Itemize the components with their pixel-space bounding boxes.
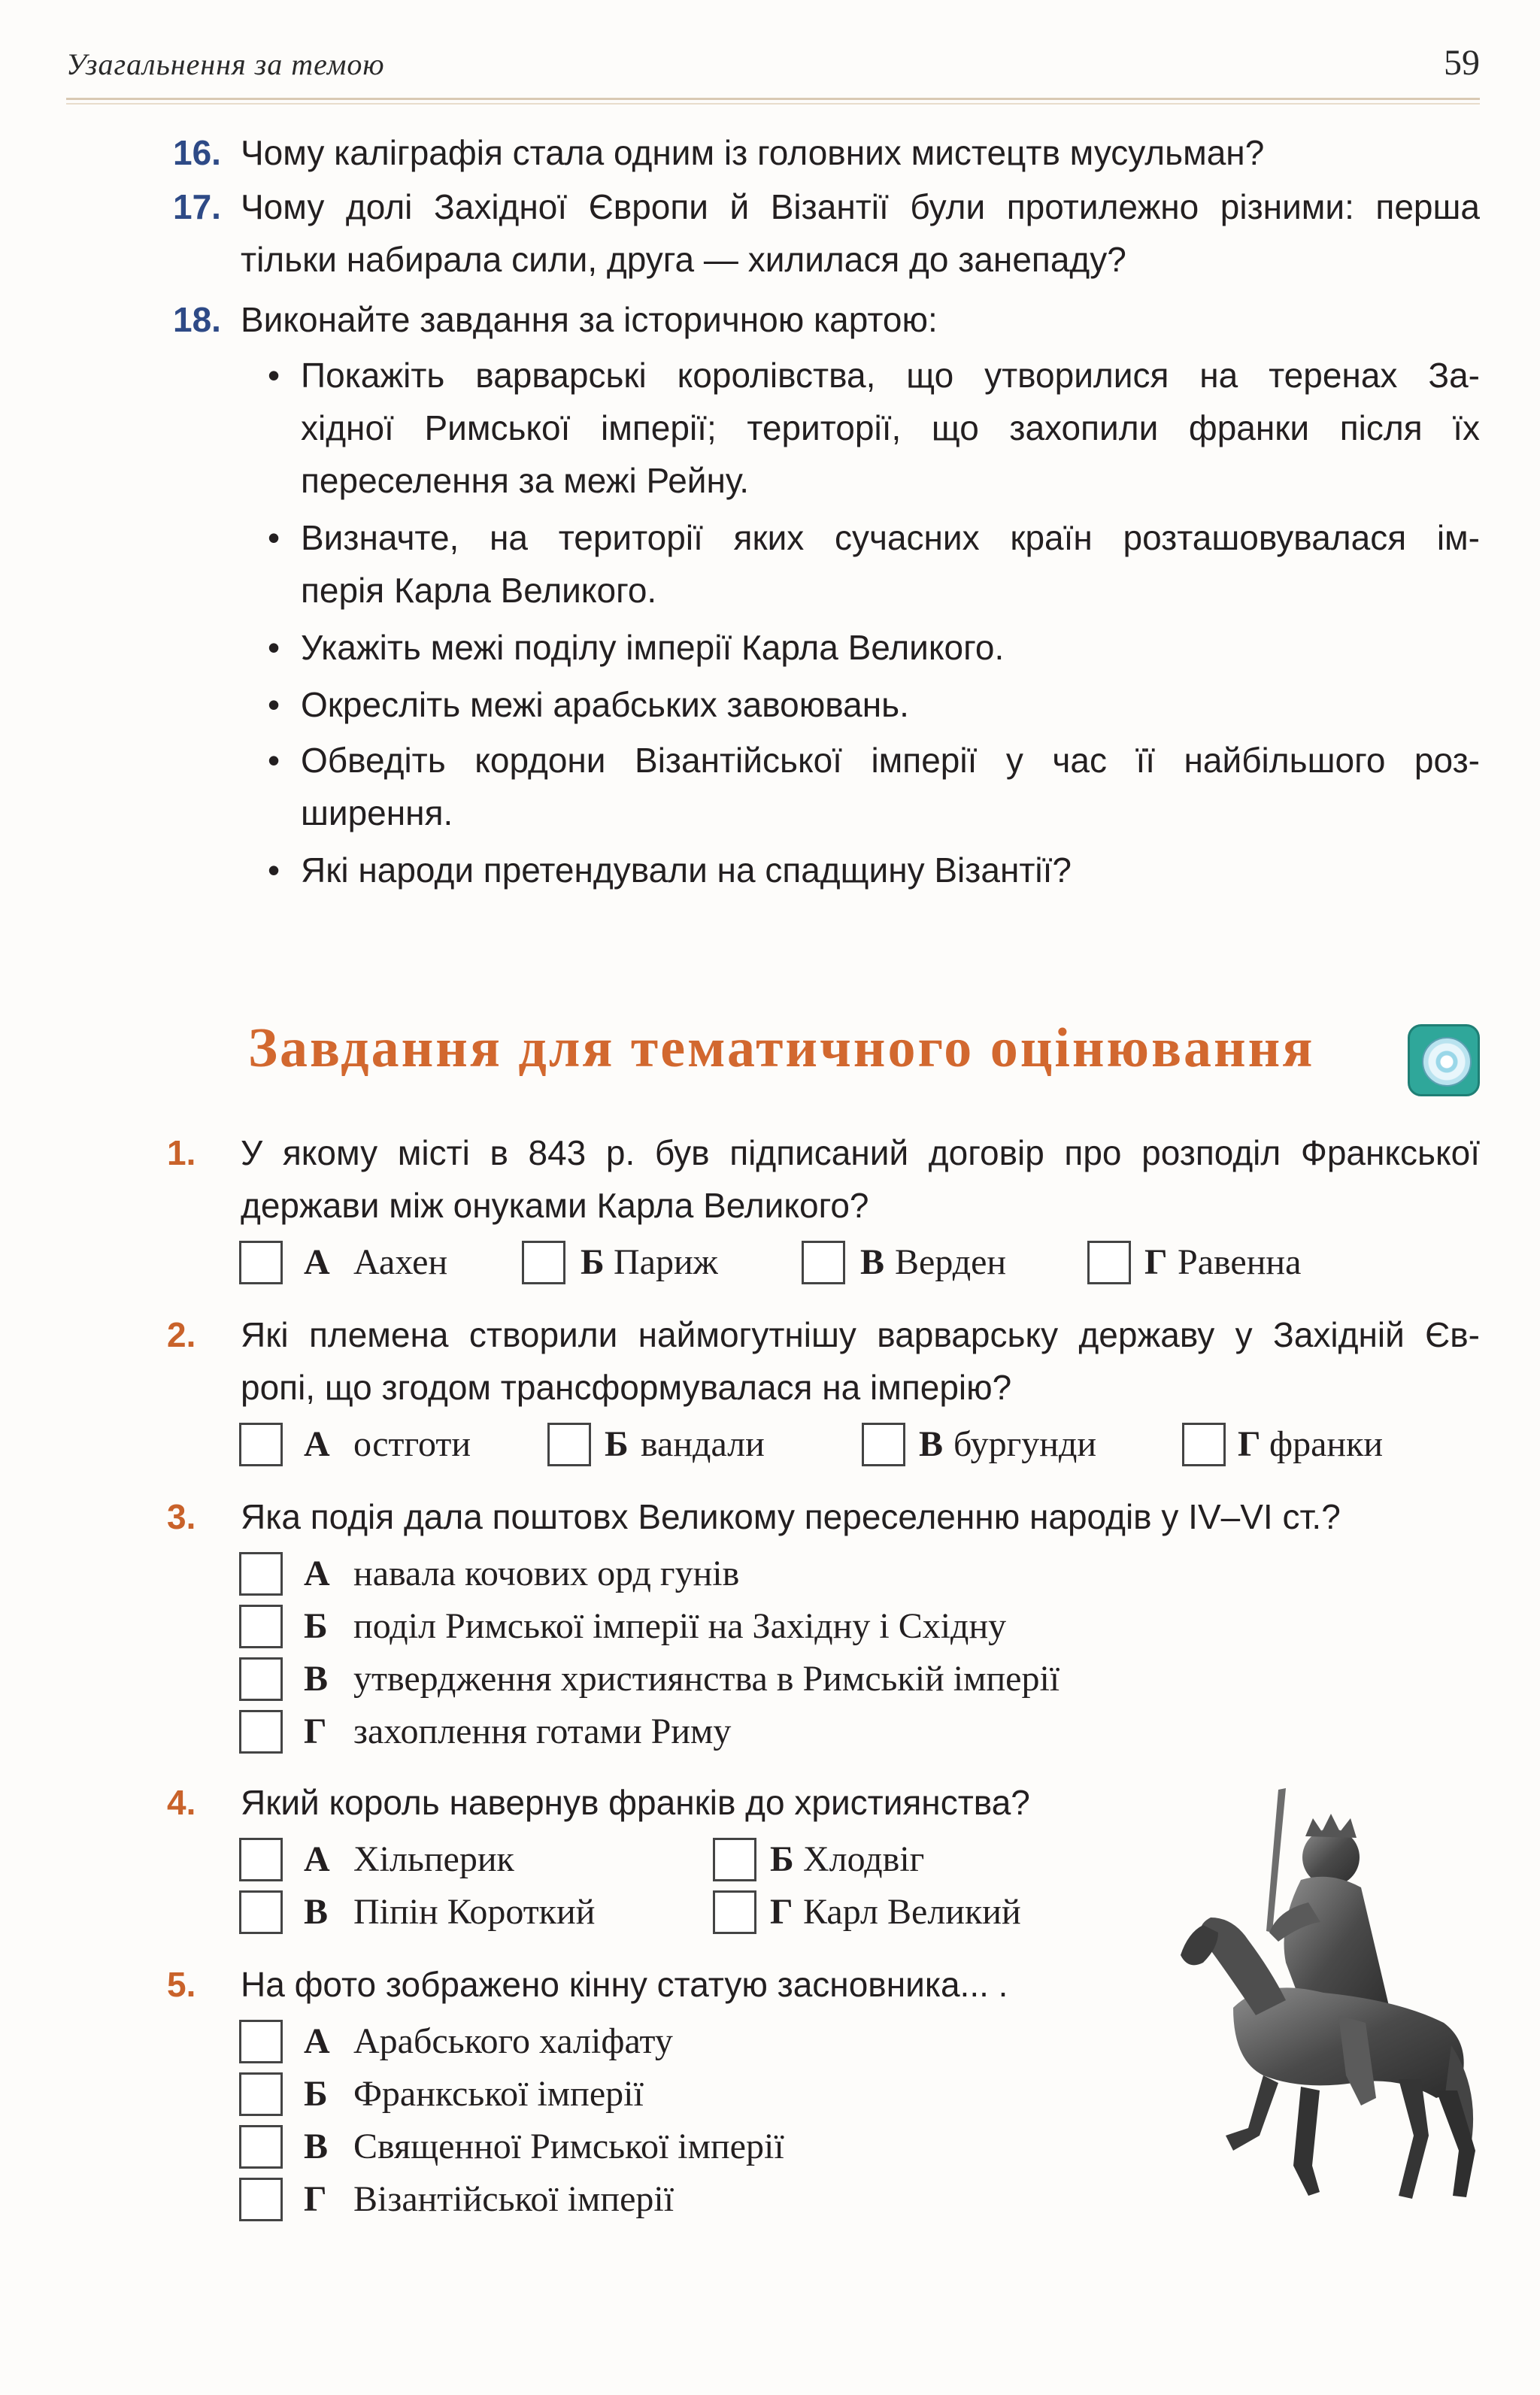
- question-number: 2.: [167, 1315, 196, 1354]
- bullet-item: • Покажіть варварські королівства, що утворилися на теренах За-: [301, 349, 1480, 402]
- answer-checkbox[interactable]: [522, 1241, 565, 1284]
- answer-checkbox[interactable]: [239, 1241, 283, 1284]
- question-text-line: ропі, що згодом трансформувалася на імперію?: [241, 1368, 1012, 1407]
- bullet-dot-icon: •: [268, 741, 280, 780]
- answer-option-a[interactable]: А остготи: [239, 1420, 525, 1469]
- equestrian-statue-image: [1173, 1775, 1489, 2211]
- answer-options: [0, 1420, 1540, 1469]
- bullet-item-cont: переселення за межі Рейну.: [301, 461, 750, 500]
- answer-checkbox[interactable]: [802, 1241, 845, 1284]
- header-rule: [66, 98, 1480, 100]
- answer-option-c[interactable]: В Священної Римської імперії: [239, 2122, 1141, 2172]
- answer-checkbox[interactable]: [239, 2125, 283, 2169]
- answer-checkbox[interactable]: [713, 1890, 756, 1934]
- answer-option-a[interactable]: А навала кочових орд гунів: [239, 1549, 1292, 1599]
- header-rule-secondary: [66, 103, 1480, 105]
- question-number: 1.: [167, 1133, 196, 1172]
- answer-checkbox[interactable]: [239, 2072, 283, 2116]
- section-title: Завдання для тематичного оцінювання: [248, 1017, 1315, 1079]
- answer-checkbox[interactable]: [239, 2178, 283, 2221]
- answer-option-a[interactable]: А Аахен: [239, 1238, 495, 1287]
- answer-option-d[interactable]: Г Візантійської імперії: [239, 2175, 1141, 2224]
- answer-checkbox[interactable]: [547, 1423, 591, 1466]
- question-text-line: Яка подія дала поштовх Великому переселенню народів у IV–VI ст.?: [241, 1497, 1341, 1536]
- answer-options: [0, 1238, 1540, 1287]
- answer-checkbox[interactable]: [239, 1838, 283, 1881]
- answer-checkbox[interactable]: [713, 1838, 756, 1881]
- question-text-line: Який король навернув франків до християнства?: [241, 1783, 1030, 1822]
- question-text-line: Які племена створили наймогутнішу варварську державу у Західній Єв-: [241, 1315, 1480, 1354]
- bullet-item-cont: перія Карла Великого.: [301, 571, 657, 610]
- answer-option-a[interactable]: А Арабського халіфату: [239, 2017, 1141, 2066]
- cd-disc-icon[interactable]: [1408, 1024, 1480, 1096]
- answer-checkbox[interactable]: [1087, 1241, 1131, 1284]
- bullet-dot-icon: •: [268, 850, 280, 890]
- answer-checkbox[interactable]: [239, 1657, 283, 1701]
- answer-checkbox[interactable]: [239, 1423, 283, 1466]
- answer-option-d[interactable]: Г Равенна: [1087, 1238, 1343, 1287]
- question-number: 3.: [167, 1497, 196, 1536]
- answer-option-b[interactable]: Б поділ Римської імперії на Західну і Східну: [239, 1602, 1292, 1651]
- answer-option-d[interactable]: Г Карл Великий: [713, 1887, 1134, 1937]
- answer-option-b[interactable]: Б вандали: [547, 1420, 833, 1469]
- answer-checkbox[interactable]: [239, 2020, 283, 2063]
- page-number: 59: [1444, 43, 1480, 83]
- question-text: Виконайте завдання за історичною картою:: [241, 300, 938, 339]
- bullet-item: • Укажіть межі поділу імперії Карла Великого.: [301, 621, 1480, 674]
- answer-option-a[interactable]: А Хільперик: [239, 1835, 690, 1884]
- answer-option-c[interactable]: В бургунди: [862, 1420, 1147, 1469]
- answer-checkbox[interactable]: [239, 1605, 283, 1648]
- question-text: Чому каліграфія стала одним із головних мистецтв мусульман?: [241, 133, 1265, 172]
- bullet-item: • Окресліть межі арабських завоювань.: [301, 678, 1480, 731]
- answer-option-c[interactable]: В Верден: [802, 1238, 1057, 1287]
- bullet-item-cont: ширення.: [301, 793, 453, 832]
- answer-option-d[interactable]: Г франки: [1182, 1420, 1468, 1469]
- question-number: 5.: [167, 1965, 196, 2004]
- bullet-dot-icon: •: [268, 518, 280, 557]
- answer-option-b[interactable]: Б Франкської імперії: [239, 2069, 1141, 2119]
- bullet-item: • Обведіть кордони Візантійської імперії у час її найбільшого роз-: [301, 734, 1480, 787]
- answer-option-d[interactable]: Г захоплення готами Риму: [239, 1707, 1292, 1757]
- answer-option-c[interactable]: В Піпін Короткий: [239, 1887, 690, 1937]
- answer-checkbox[interactable]: [862, 1423, 905, 1466]
- answer-option-c[interactable]: В утвердження християнства в Римській імперії: [239, 1654, 1292, 1704]
- disc-graphic: [1422, 1037, 1472, 1087]
- bullet-dot-icon: •: [268, 356, 280, 395]
- answer-checkbox[interactable]: [239, 1552, 283, 1596]
- running-title: Узагальнення за темою: [66, 47, 385, 81]
- question-text-line: держави між онуками Карла Великого?: [241, 1186, 869, 1225]
- bullet-dot-icon: •: [268, 628, 280, 667]
- bullet-item: • Які народи претендували на спадщину Візантії?: [301, 844, 1480, 896]
- question-text-line: На фото зображено кінну статую засновника... .: [241, 1965, 1008, 2004]
- answer-checkbox[interactable]: [239, 1890, 283, 1934]
- bullet-item: • Визначте, на території яких сучасних країн розташовувалася ім-: [301, 511, 1480, 564]
- answer-checkbox[interactable]: [239, 1710, 283, 1754]
- answer-option-b[interactable]: Б Париж: [522, 1238, 778, 1287]
- question-number: 17.: [173, 187, 221, 226]
- answer-option-b[interactable]: Б Хлодвіг: [713, 1835, 1134, 1884]
- question-number: 4.: [167, 1783, 196, 1822]
- question-text-line: тільки набирала сили, друга — хилилася до занепаду?: [241, 240, 1126, 279]
- question-text-line: У якому місті в 843 р. був підписаний договір про розподіл Франкської: [241, 1133, 1480, 1172]
- answer-checkbox[interactable]: [1182, 1423, 1226, 1466]
- question-number: 18.: [173, 300, 221, 339]
- page-header: [66, 43, 1480, 89]
- bullet-item-cont: хідної Римської імперії; території, що захопили франки після їх: [301, 408, 1480, 447]
- question-number: 16.: [173, 133, 221, 172]
- question-text-line: Чому долі Західної Європи й Візантії були протилежно різними: перша: [241, 187, 1480, 226]
- bullet-dot-icon: •: [268, 685, 280, 724]
